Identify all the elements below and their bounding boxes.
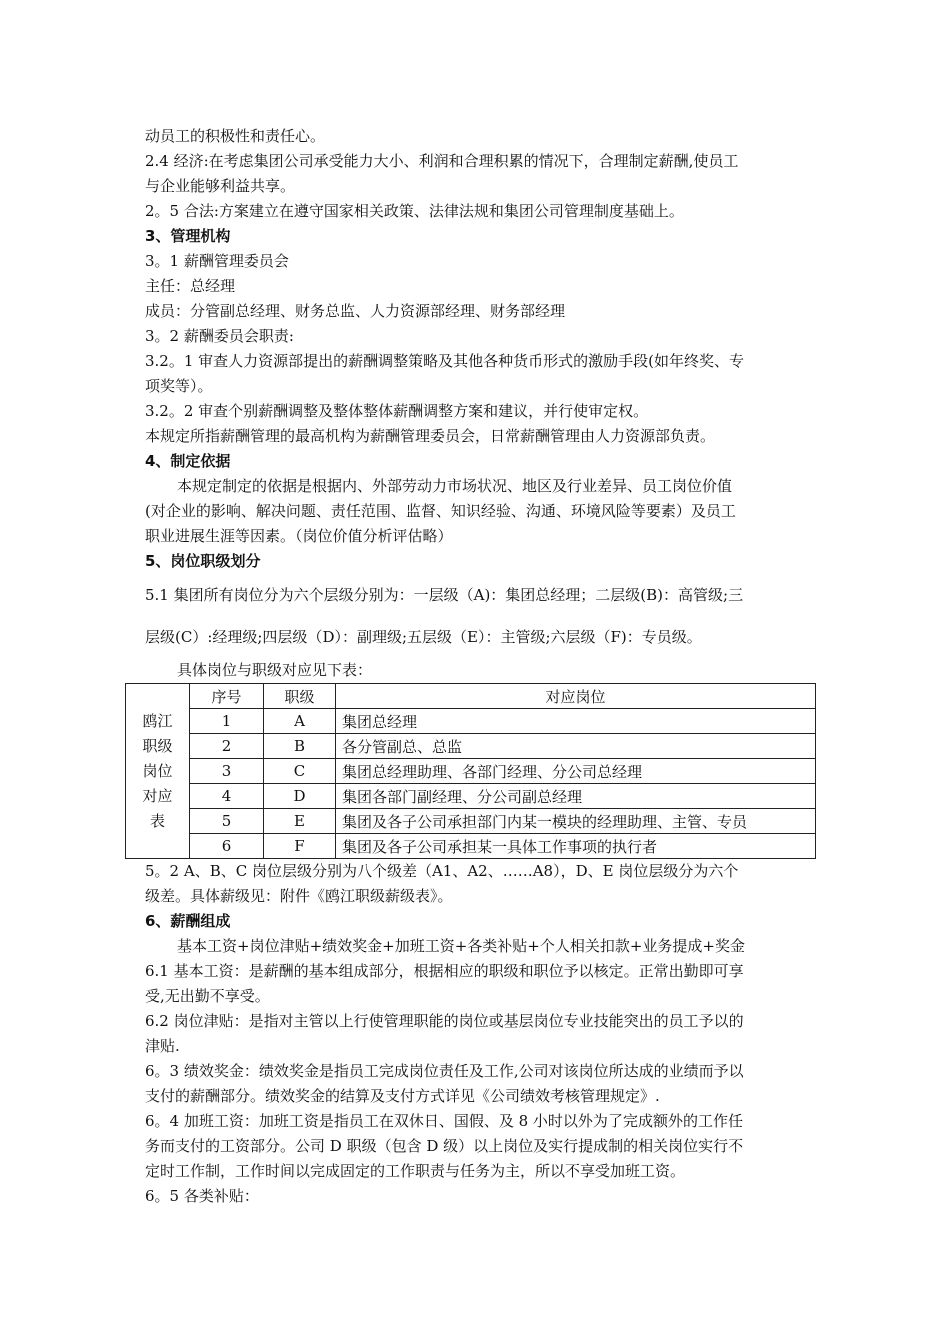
paragraph-line: 支付的薪酬部分。绩效奖金的结算及支付方式详见《公司绩效考核管理规定》.	[145, 1087, 660, 1105]
table-row	[126, 734, 816, 759]
paragraph-line: 5。2 A、B、C 岗位层级分别为八个级差（A1、A2、……A8），D、E 岗位层级分为六个	[145, 862, 739, 880]
grade-post-table	[125, 683, 816, 859]
paragraph-line: 成员：分管副总经理、财务总监、人力资源部经理、财务部经理	[145, 302, 566, 320]
paragraph-line: 职业进展生涯等因素。（岗位价值分析评估略）	[145, 527, 453, 545]
paragraph-line: 5.1 集团所有岗位分为六个层级分别为：一层级（A)：集团总经理；二层级(B)：高管级;三	[145, 586, 744, 604]
paragraph-line: 3。2 薪酬委员会职责:	[145, 327, 294, 345]
paragraph-line: 6。3 绩效奖金：绩效奖金是指员工完成岗位责任及工作,公司对该岗位所达成的业绩而予以	[145, 1062, 744, 1080]
paragraph-line: 务而支付的工资部分。公司 D 职级（包含 D 级）以上岗位及实行提成制的相关岗位实行不	[145, 1137, 744, 1155]
table-row	[126, 759, 816, 784]
table-intro: 具体岗位与职级对应见下表：	[177, 661, 373, 679]
grade-division-text	[145, 574, 815, 658]
cell-grade: A	[264, 709, 336, 734]
section-heading: 3、管理机构	[145, 227, 231, 245]
table-row	[126, 784, 816, 809]
paragraph-line: 本规定制定的依据是根据内、外部劳动力市场状况、地区及行业差异、员工岗位价值	[177, 477, 733, 495]
cell-no: 5	[190, 809, 264, 834]
section-heading: 6、薪酬组成	[145, 912, 231, 930]
cell-no: 1	[190, 709, 264, 734]
paragraph-line: 项奖等）。	[145, 377, 213, 395]
table-side-label	[126, 684, 190, 859]
cell-post: 集团各部门副经理、分公司副总经理	[336, 784, 816, 809]
cell-post: 集团总经理	[336, 709, 816, 734]
table-row	[126, 709, 816, 734]
cell-post: 集团及各子公司承担部门内某一模块的经理助理、主管、专员	[336, 809, 816, 834]
paragraph-line: 本规定所指薪酬管理的最高机构为薪酬管理委员会，日常薪酬管理由人力资源部负责。	[145, 427, 716, 445]
cell-grade: B	[264, 734, 336, 759]
cell-no: 3	[190, 759, 264, 784]
document-body	[142, 124, 815, 1209]
paragraph-line: 6.2 岗位津贴：是指对主管以上行使管理职能的岗位或基层岗位专业技能突出的员工予以的	[145, 1012, 744, 1030]
paragraph-line: 6。4 加班工资：加班工资是指员工在双休日、国假、及 8 小时以外为了完成额外的工作任	[145, 1112, 743, 1130]
paragraph-line: 6.1 基本工资：是薪酬的基本组成部分，根据相应的职级和职位予以核定。正常出勤即可享	[145, 962, 744, 980]
paragraph-line: 级差。具体薪级见：附件《鸥江职级薪级表》。	[145, 887, 453, 905]
cell-grade: E	[264, 809, 336, 834]
cell-post: 各分管副总、总监	[336, 734, 816, 759]
paragraph-line: 津贴.	[145, 1037, 180, 1055]
paragraph-line: 主任：总经理	[145, 277, 236, 295]
section-bottom	[145, 859, 815, 1209]
paragraph-line: 3.2。2 审查个别薪酬调整及整体整体薪酬调整方案和建议，并行使审定权。	[145, 402, 649, 420]
paragraph-line: 6。5 各类补贴：	[145, 1187, 259, 1205]
cell-no: 2	[190, 734, 264, 759]
table-header-row	[126, 684, 816, 709]
header-no: 序号	[190, 684, 264, 709]
header-post: 对应岗位	[336, 684, 816, 709]
section-heading: 5、岗位职级划分	[145, 552, 261, 570]
paragraph-line: 3。1 薪酬管理委员会	[145, 252, 289, 270]
table-row	[126, 809, 816, 834]
cell-grade: F	[264, 834, 336, 859]
cell-no: 6	[190, 834, 264, 859]
paragraph-line: 2.4 经济:在考虑集团公司承受能力大小、利润和合理积累的情况下，合理制定薪酬,使员工	[145, 152, 739, 170]
paragraph-line: 与企业能够利益共享。	[145, 177, 296, 195]
paragraph-line: (对企业的影响、解决问题、责任范围、监督、知识经验、沟通、环境风险等要素）及员工	[145, 502, 736, 520]
paragraph-line: 定时工作制，工作时间以完成固定的工作职责与任务为主，所以不享受加班工资。	[145, 1162, 686, 1180]
paragraph-line: 动员工的积极性和责任心。	[145, 127, 326, 145]
table-row	[126, 834, 816, 859]
cell-grade: D	[264, 784, 336, 809]
cell-no: 4	[190, 784, 264, 809]
section-top	[145, 124, 815, 574]
section-heading: 4、制定依据	[145, 452, 231, 470]
paragraph-line: 层级(C）:经理级;四层级（D）：副理级;五层级（E）：主管级;六层级（F)：专员级。	[145, 628, 702, 646]
paragraph-line: 受,无出勤不享受。	[145, 987, 270, 1005]
cell-grade: C	[264, 759, 336, 784]
paragraph-line: 3.2。1 审查人力资源部提出的薪酬调整策略及其他各种货币形式的激励手段(如年终奖、专	[145, 352, 745, 370]
paragraph-line: 2。5 合法:方案建立在遵守国家相关政策、法律法规和集团公司管理制度基础上。	[145, 202, 684, 220]
cell-post: 集团总经理助理、各部门经理、分公司总经理	[336, 759, 816, 784]
table-side-text: 鸥江职级岗位对应表	[142, 711, 173, 830]
cell-post: 集团及各子公司承担某一具体工作事项的执行者	[336, 834, 816, 859]
paragraph-line: 基本工资+岗位津贴+绩效奖金+加班工资+各类补贴+个人相关扣款+业务提成+奖金	[177, 937, 745, 955]
header-grade: 职级	[264, 684, 336, 709]
